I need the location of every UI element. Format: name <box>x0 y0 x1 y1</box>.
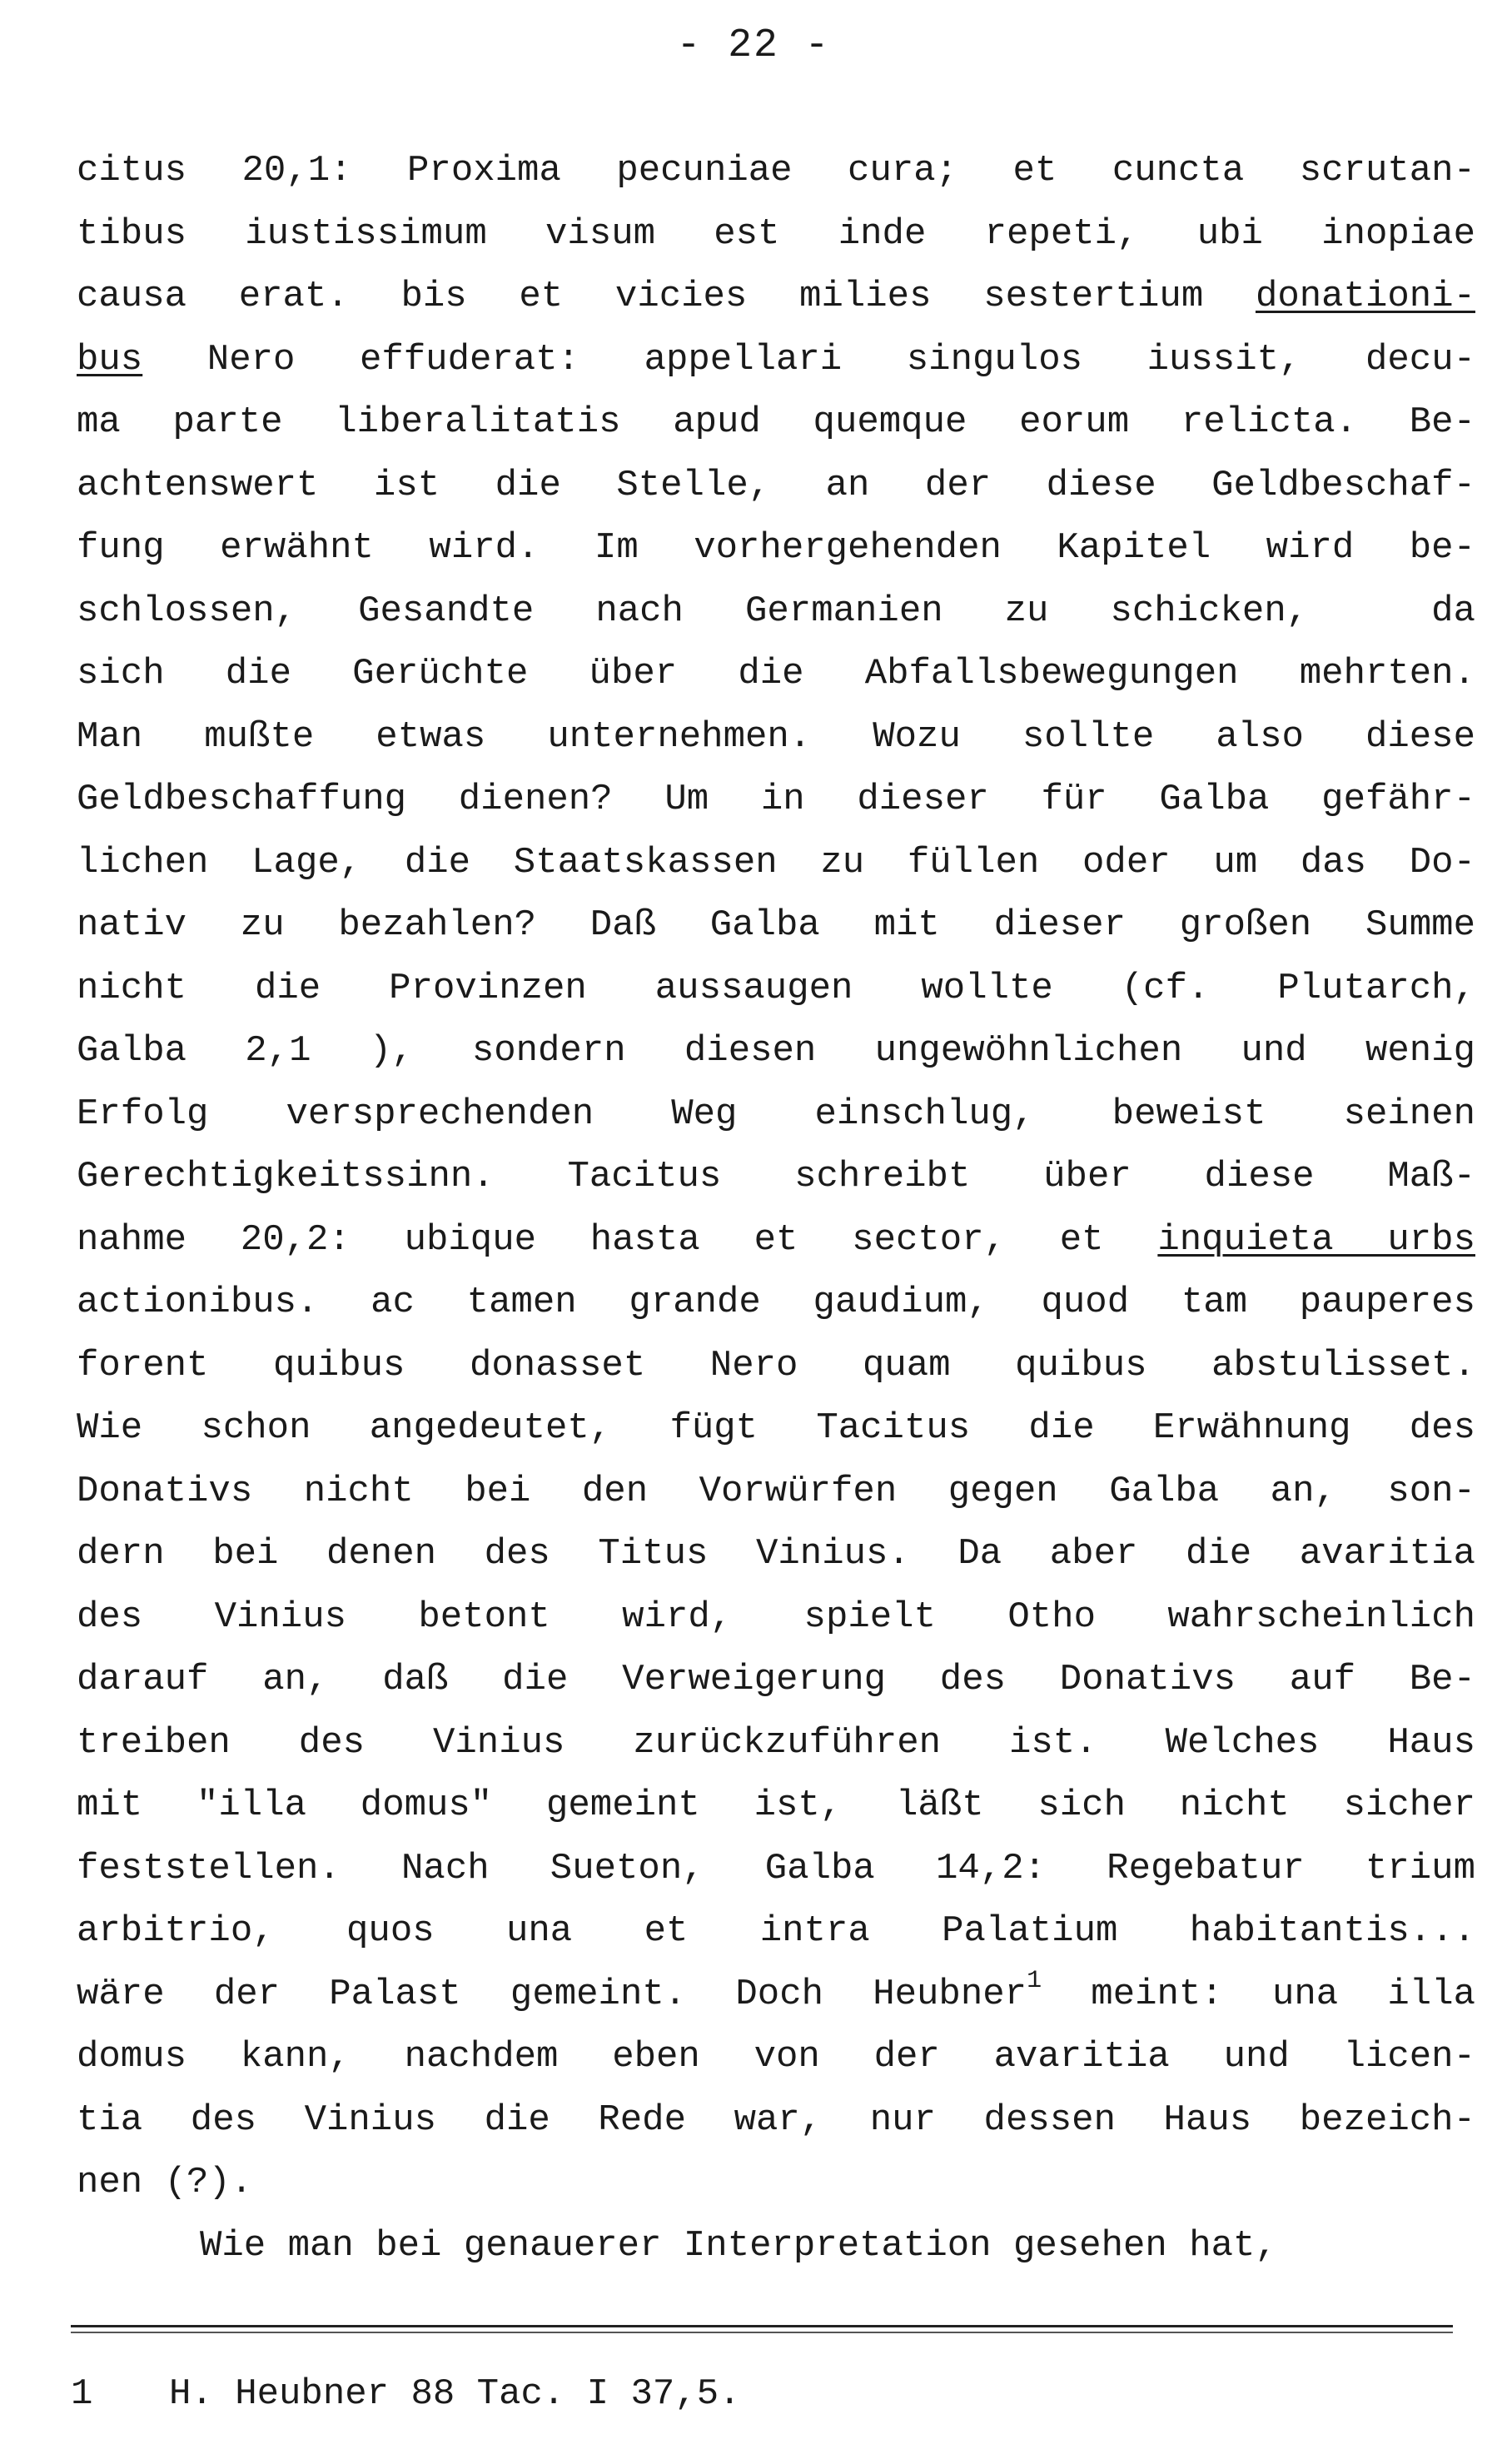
text-line: darauf an, daß die Verweigerung des Donativs auf Be- <box>77 1659 1475 1700</box>
text-line: Erfolg versprechenden Weg einschlug, beweist seinen <box>77 1093 1475 1135</box>
text-line: dern bei denen des Titus Vinius. Da aber die avaritia <box>77 1533 1475 1575</box>
text-line: sich die Gerüchte über die Abfallsbewegungen mehrten. <box>77 653 1475 694</box>
footnote-separator <box>71 2325 1453 2327</box>
text-line <box>77 1964 1475 2027</box>
body-text <box>77 140 1475 2277</box>
text-line: feststellen. Nach Sueton, Galba 14,2: Regebatur trium <box>77 1847 1475 1889</box>
text-segment: nahme 20,2: ubique hasta et sector, et <box>77 1218 1158 1261</box>
text-segment: causa erat. bis et vicies milies sestertium <box>77 276 1256 317</box>
text-line: ma parte liberalitatis apud quemque eorum relicta. Be- <box>77 401 1475 443</box>
underlined-phrase-inquieta-urbs: inquieta urbs <box>1157 1218 1475 1261</box>
text-line: mit "illa domus" gemeint ist, läßt sich nicht sicher <box>77 1785 1475 1826</box>
text-line: Gerechtigkeitssinn. Tacitus schreibt über diese Maß- <box>77 1156 1475 1197</box>
text-line <box>77 1209 1475 1272</box>
text-line: schlossen, Gesandte nach Germanien zu schicken, da <box>77 590 1475 632</box>
footnote-number: 1 <box>71 2373 93 2415</box>
text-line: fung erwähnt wird. Im vorhergehenden Kapitel wird be- <box>77 527 1475 569</box>
text-line <box>77 329 1475 392</box>
text-line: citus 20,1: Proxima pecuniae cura; et cuncta scrutan- <box>77 150 1475 192</box>
footnote-separator-secondary <box>71 2332 1453 2333</box>
footnote <box>71 2373 741 2415</box>
text-line: achtenswert ist die Stelle, an der diese Geldbeschaf- <box>77 464 1475 506</box>
text-line: actionibus. ac tamen grande gaudium, quod tam pauperes <box>77 1282 1475 1323</box>
text-line: domus kann, nachdem eben von der avaritia und licen- <box>77 2036 1475 2078</box>
text-line-indented: Wie man bei genauerer Interpretation gesehen hat, <box>200 2224 1277 2267</box>
text-line: tibus iustissimum visum est inde repeti, ubi inopiae <box>77 212 1475 255</box>
text-line: des Vinius betont wird, spielt Otho wahrscheinlich <box>77 1595 1475 1638</box>
text-segment: meint: una illa <box>1042 1973 1476 2015</box>
text-segment: wäre der Palast gemeint. Doch Heubner <box>77 1973 1027 2015</box>
text-line: Wie schon angedeutet, fügt Tacitus die Erwähnung des <box>77 1407 1475 1449</box>
text-line: treiben des Vinius zurückzuführen ist. Welches Haus <box>77 1721 1475 1764</box>
text-line: Man mußte etwas unternehmen. Wozu sollte also diese <box>77 715 1475 758</box>
text-line: nativ zu bezahlen? Daß Galba mit dieser großen Summe <box>77 904 1475 946</box>
page-number: - 22 - <box>676 23 831 68</box>
text-line: Geldbeschaffung dienen? Um in dieser für Galba gefähr- <box>77 779 1475 820</box>
text-line: arbitrio, quos una et intra Palatium habitantis... <box>77 1910 1475 1952</box>
text-line: Galba 2,1 ), sondern diesen ungewöhnlichen und wenig <box>77 1030 1475 1072</box>
text-line: forent quibus donasset Nero quam quibus abstulisset. <box>77 1344 1475 1386</box>
text-line: nicht die Provinzen aussaugen wollte (cf. Plutarch, <box>77 967 1475 1009</box>
text-line: lichen Lage, die Staatskassen zu füllen oder um das Do- <box>77 841 1475 884</box>
text-segment: Nero effuderat: appellari singulos iussit, decu- <box>142 338 1475 381</box>
text-line <box>77 266 1475 329</box>
footnote-text: H. Heubner 88 Tac. I 37,5. <box>169 2373 741 2415</box>
text-line: Donativs nicht bei den Vorwürfen gegen Galba an, son- <box>77 1470 1475 1512</box>
footnote-reference: 1 <box>1027 1966 1042 1995</box>
text-line: nen (?). <box>77 2162 253 2203</box>
text-line: tia des Vinius die Rede war, nur dessen Haus bezeich- <box>77 2098 1475 2141</box>
underlined-word-bus: bus <box>77 338 143 381</box>
underlined-word-donationi: donationi- <box>1255 276 1475 317</box>
